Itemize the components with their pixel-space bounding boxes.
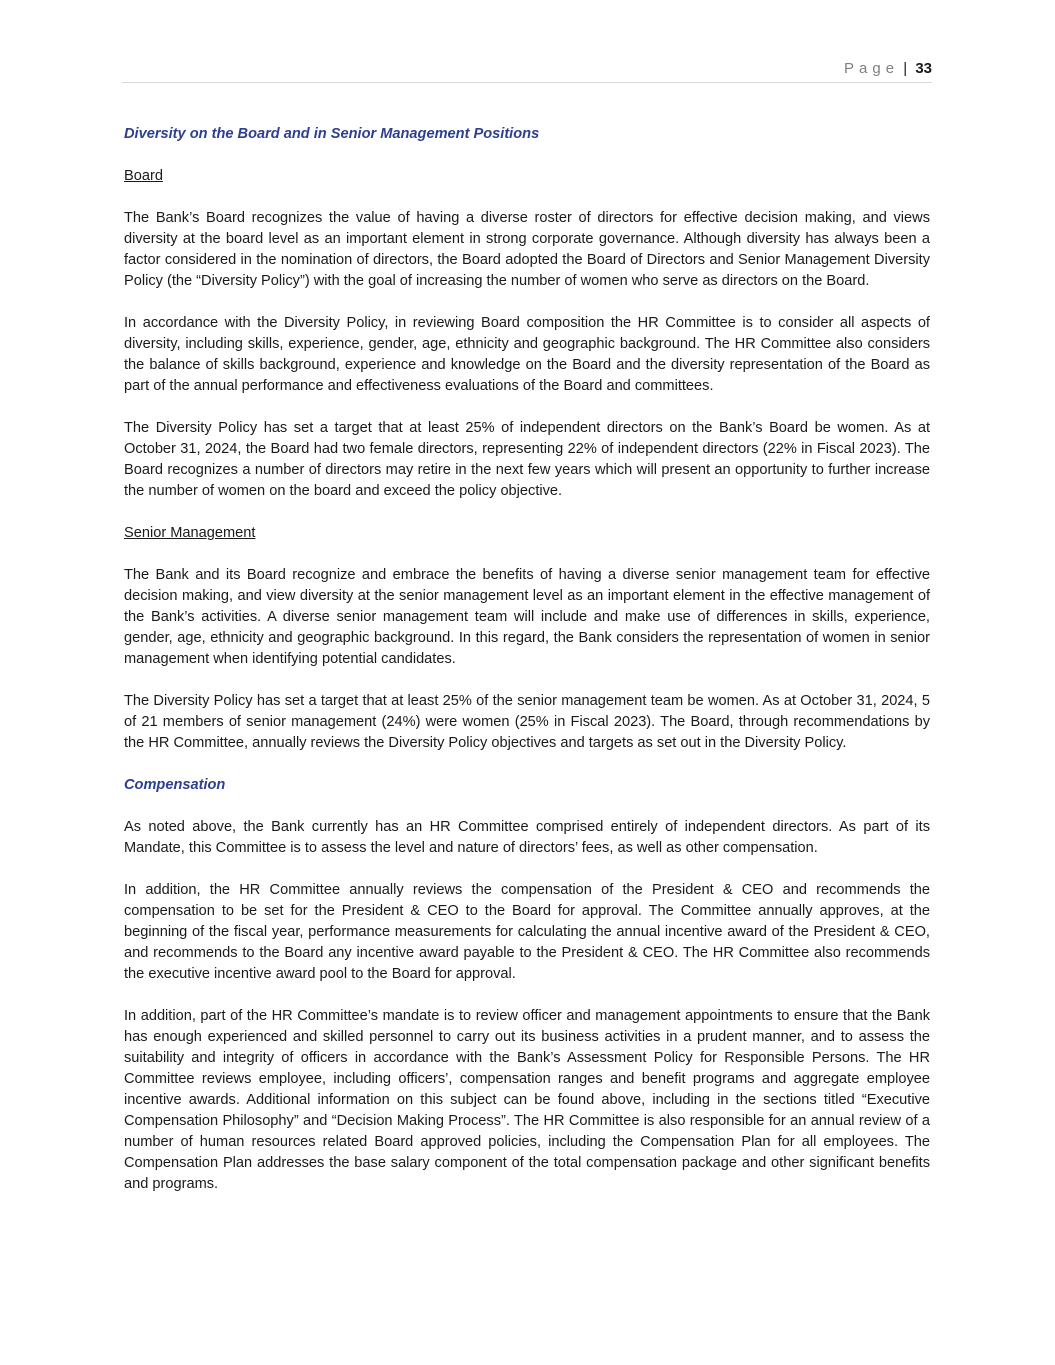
compensation-paragraph-3: In addition, part of the HR Committee’s mandate is to review officer and management appointments to ensure that the Bank has enough experienced and skilled personnel to carry out its business activities in a prudent manner, and to assess the suitability and integrity of officers in accordance with the Bank’s Assessment Policy for Responsible Persons. The HR Committee reviews employee, including officers’, compensation ranges and benefit programs and aggregate employee incentive awards. Additional information on this subject can be found above, including in the sections titled “Executive Compensation Philosophy” and “Decision Making Process”. The HR Committee is also responsible for an annual review of a number of human resources related Board approved policies, including the Compensation Plan for all employees. The Compensation Plan addresses the base salary component of the total compensation package and other significant benefits and programs. [124,1008,930,1192]
diversity-section-heading: Diversity on the Board and in Senior Management Positions [124,126,540,142]
senior-management-subheading: Senior Management [124,525,256,541]
compensation-section-heading: Compensation [124,777,226,793]
page-separator: | [903,60,908,77]
page-label: Page [844,60,900,77]
document-body [124,124,930,1216]
compensation-paragraph-2: In addition, the HR Committee annually reviews the compensation of the President & CEO and recommends the compensation to be set for the President & CEO to the Board for approval. The Committee annually approves, at the beginning of the fiscal year, performance measurements for calculating the annual incentive award of the President & CEO, and recommends to the Board any incentive award payable to the President & CEO. The HR Committee also recommends the executive incentive award pool to the Board for approval. [124,882,930,982]
page-header [122,58,932,83]
board-paragraph-3: The Diversity Policy has set a target that at least 25% of independent directors on the Bank’s Board be women. As at October 31, 2024, the Board had two female directors, representing 22% of independent directors (22% in Fiscal 2023). The Board recognizes a number of directors may retire in the next few years which will present an opportunity to further increase the number of women on the board and exceed the policy objective. [124,420,930,499]
page-number: 33 [915,60,932,77]
senior-management-paragraph-1: The Bank and its Board recognize and embrace the benefits of having a diverse senior management team for effective decision making, and view diversity at the senior management level as an important element in the effective management of the Bank’s activities. A diverse senior management team will include and make use of differences in skills, experience, gender, age, ethnicity and geographic background. In this regard, the Bank considers the representation of women in senior management when identifying potential candidates. [124,567,930,667]
board-paragraph-2: In accordance with the Diversity Policy, in reviewing Board composition the HR Committee is to consider all aspects of diversity, including skills, experience, gender, age, ethnicity and geographic background. The HR Committee also considers the balance of skills background, experience and knowledge on the Board and the diversity representation of the Board as part of the annual performance and effectiveness evaluations of the Board and committees. [124,315,930,394]
compensation-paragraph-1: As noted above, the Bank currently has an HR Committee comprised entirely of independent directors. As part of its Mandate, this Committee is to assess the level and nature of directors’ fees, as well as other compensation. [124,819,930,856]
board-subheading: Board [124,168,163,184]
senior-management-paragraph-2: The Diversity Policy has set a target that at least 25% of the senior management team be women. As at October 31, 2024, 5 of 21 members of senior management (24%) were women (25% in Fiscal 2023). The Board, through recommendations by the HR Committee, annually reviews the Diversity Policy objectives and targets as set out in the Diversity Policy. [124,693,930,751]
board-paragraph-1: The Bank’s Board recognizes the value of having a diverse roster of directors for effective decision making, and views diversity at the board level as an important element in strong corporate governance. Although diversity has always been a factor considered in the nomination of directors, the Board adopted the Board of Directors and Senior Management Diversity Policy (the “Diversity Policy”) with the goal of increasing the number of women who serve as directors on the Board. [124,210,930,289]
